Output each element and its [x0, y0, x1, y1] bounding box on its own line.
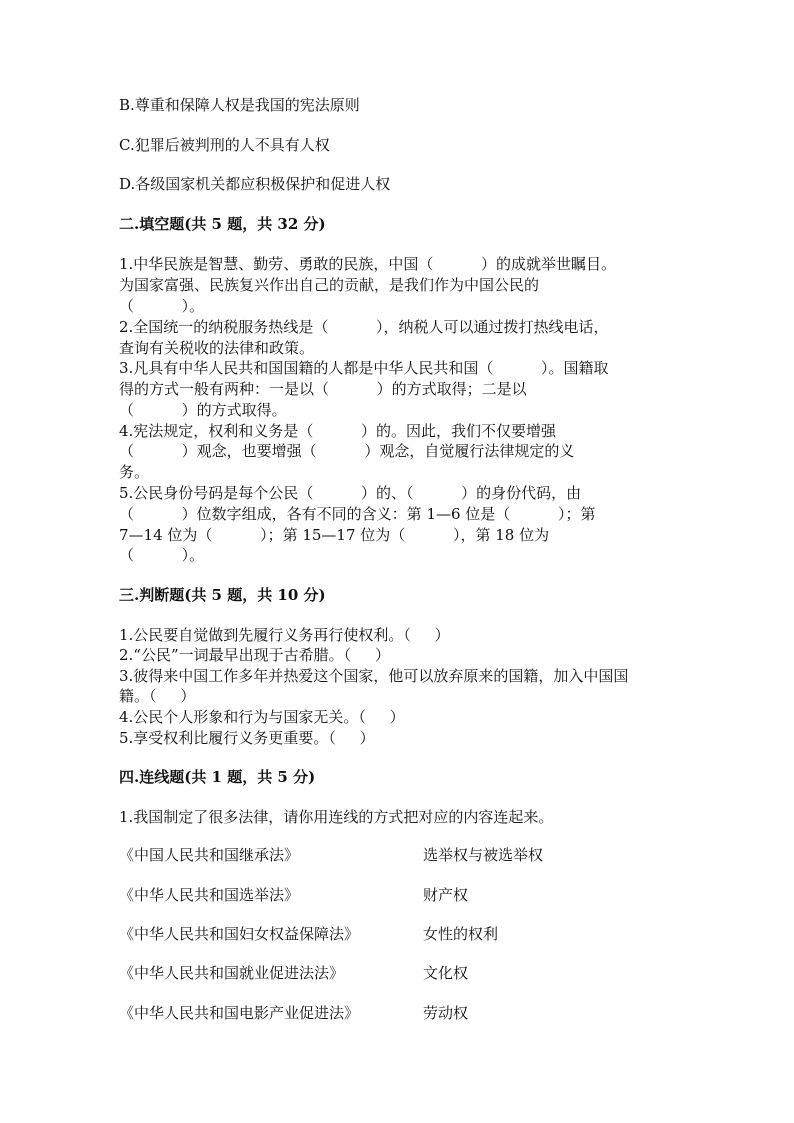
fill-line: 3.凡具有中华人民共和国国籍的人都是中华人民共和国（ ）。国籍取: [119, 359, 609, 377]
fill-line: （ ）。: [119, 297, 205, 315]
judge-line: 2.“公民”一词最早出现于古希腊。（ ）: [119, 646, 390, 664]
judge-line: 籍。（ ）: [119, 687, 196, 705]
fill-line: （ ）。: [119, 546, 205, 564]
option-d: D.各级国家机关都应积极保护和促进人权: [119, 175, 391, 193]
fill-line: 5.公民身份号码是每个公民（ ）的、（ ）的身份代码，由: [119, 484, 582, 502]
right-name: 劳动权: [423, 1004, 469, 1022]
judge-line: 3.彼得来中国工作多年并热爱这个国家，他可以放弃原来的国籍，加入中国国: [119, 667, 629, 685]
fill-line: 务。: [119, 463, 150, 481]
judge-line: 4.公民个人形象和行为与国家无关。（ ）: [119, 708, 405, 726]
law-name: 《中华人民共和国就业促进法法》: [119, 964, 345, 982]
fill-line: 4.宪法规定，权利和义务是（ ）的。因此，我们不仅要增强: [119, 422, 556, 440]
law-name: 《中华人民共和国妇女权益保障法》: [119, 925, 360, 943]
judge-line: 5.享受权利比履行义务更重要。（ ）: [119, 729, 375, 747]
right-name: 选举权与被选举权: [423, 846, 544, 864]
matching-question: 1.我国制定了很多法律，请你用连线的方式把对应的内容连起来。: [119, 808, 554, 826]
fill-line: 1.中华民族是智慧、勤劳、勇敢的民族，中国（ ）的成就举世瞩目。: [119, 255, 616, 273]
fill-line: （ ）观念，也要增强（ ）观念，自觉履行法律规定的义: [119, 442, 575, 460]
fill-line: 查询有关税收的法律和政策。: [119, 339, 315, 357]
right-name: 女性的权利: [423, 925, 499, 943]
law-name: 《中国人民共和国继承法》: [119, 846, 300, 864]
section-heading-fill-in: 二.填空题(共 5 题，共 32 分): [119, 215, 326, 233]
fill-line: 7—14 位为（ ）；第 15—17 位为（ ），第 18 位为: [119, 526, 550, 544]
fill-line: 为国家富强、民族复兴作出自己的贡献，是我们作为中国公民的: [119, 276, 540, 294]
right-name: 文化权: [423, 964, 469, 982]
option-b: B.尊重和保障人权是我国的宪法原则: [119, 96, 360, 114]
fill-line: （ ）位数字组成，各有不同的含义：第 1—6 位是（ ）；第: [119, 505, 596, 523]
right-name: 财产权: [423, 886, 469, 904]
section-heading-matching: 四.连线题(共 1 题，共 5 分): [119, 768, 316, 786]
law-name: 《中华人民共和国电影产业促进法》: [119, 1004, 360, 1022]
section-heading-true-false: 三.判断题(共 5 题，共 10 分): [119, 586, 326, 604]
option-c: C.犯罪后被判刑的人不具有人权: [119, 136, 330, 154]
fill-line: （ ）的方式取得。: [119, 401, 287, 419]
judge-line: 1.公民要自觉做到先履行义务再行使权利。（ ）: [119, 626, 450, 644]
fill-line: 2.全国统一的纳税服务热线是（ ），纳税人可以通过拨打热线电话，: [119, 318, 609, 336]
fill-line: 得的方式一般有两种：一是以（ ）的方式取得；二是以: [119, 380, 527, 398]
law-name: 《中华人民共和国选举法》: [119, 886, 300, 904]
